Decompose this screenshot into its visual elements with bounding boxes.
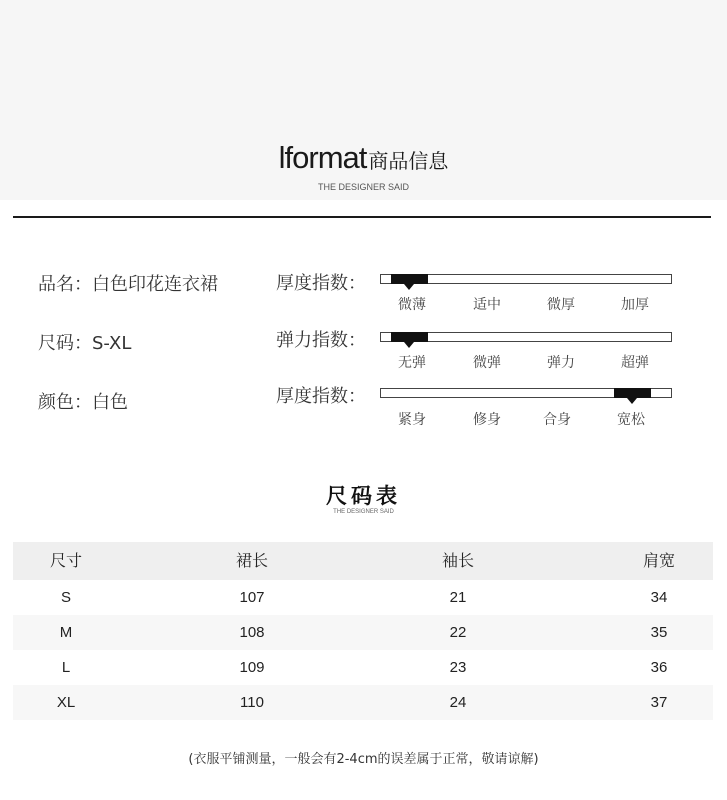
table-cell: 109 (239, 659, 265, 676)
table-cell: 34 (650, 589, 668, 606)
gauge-tick: 紧身 (398, 412, 426, 428)
table-cell: S (60, 589, 71, 606)
elasticity-gauge-bar (380, 332, 672, 342)
table-cell: L (61, 659, 71, 676)
column-header: 尺寸 (49, 551, 82, 570)
brand-logo: lformat (278, 140, 367, 175)
table-row (13, 580, 713, 615)
gauge-tick: 加厚 (621, 297, 649, 313)
thickness-gauge-label: 厚度指数： (276, 273, 366, 294)
table-cell: 23 (449, 659, 467, 676)
product-color: 颜色：白色 (38, 392, 128, 413)
elasticity-gauge-fill (391, 332, 428, 342)
brand-suffix: 商品信息 (368, 149, 449, 173)
measurement-note: (衣服平铺测量，一般会有2-4cm的误差属于正常，敬请谅解) (188, 752, 539, 767)
size-chart-subtitle: THE DESIGNER SAID (333, 509, 394, 515)
gauge-tick: 合身 (543, 412, 571, 428)
brand-tagline: THE DESIGNER SAID (317, 182, 409, 192)
size-table (13, 542, 713, 720)
table-cell: M (59, 624, 73, 641)
thickness-gauge-bar (380, 274, 672, 284)
table-cell: 36 (650, 659, 668, 676)
table-cell: 24 (449, 694, 467, 711)
brand-title (0, 140, 727, 176)
elasticity-gauge-marker-icon (404, 342, 414, 348)
table-cell: 21 (449, 589, 467, 606)
table-row (13, 650, 713, 685)
gauge-tick: 宽松 (617, 412, 645, 428)
thickness-gauge-marker-icon (404, 284, 414, 290)
fit-gauge-marker-icon (627, 398, 637, 404)
thickness-gauge-fill (391, 274, 428, 284)
product-size: 尺码：S-XL (38, 333, 132, 354)
fit-gauge-fill (614, 388, 651, 398)
table-row (13, 615, 713, 650)
gauge-tick: 适中 (473, 297, 501, 313)
table-cell: 107 (239, 589, 265, 606)
table-cell: 37 (650, 694, 668, 711)
gauge-tick: 超弹 (621, 355, 649, 371)
table-cell: XL (56, 694, 76, 711)
gauge-tick: 无弹 (398, 355, 426, 371)
table-row (13, 685, 713, 720)
table-cell: 108 (239, 624, 265, 641)
table-header (13, 542, 713, 580)
size-chart-title: 尺码表 (326, 484, 401, 508)
section-divider (13, 216, 711, 218)
gauge-tick: 微薄 (398, 297, 426, 313)
table-cell: 22 (449, 624, 467, 641)
table-cell: 35 (650, 624, 668, 641)
product-name: 品名：白色印花连衣裙 (38, 274, 218, 295)
elasticity-gauge-label: 弹力指数： (276, 330, 366, 351)
gauge-tick: 微弹 (473, 355, 501, 371)
gauge-tick: 微厚 (547, 297, 575, 313)
column-header: 袖长 (441, 551, 474, 570)
column-header: 肩宽 (642, 551, 675, 570)
gauge-tick: 弹力 (547, 355, 575, 371)
fit-gauge-bar (380, 388, 672, 398)
gauge-tick: 修身 (473, 412, 501, 428)
fit-gauge-label: 厚度指数： (276, 386, 366, 407)
table-cell: 110 (240, 694, 264, 711)
column-header: 裙长 (235, 551, 268, 570)
